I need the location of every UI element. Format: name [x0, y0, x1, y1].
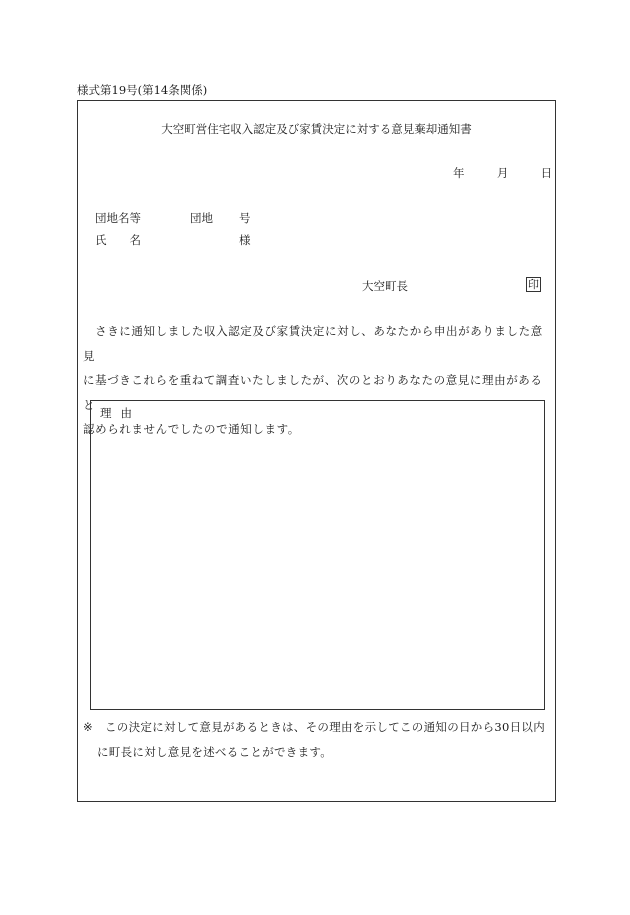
- body-line: に基づきこれらを重ねて調査いたしましたが、次のとおりあなたの意見に理由があると: [83, 373, 543, 412]
- body-line: さきに通知しました収入認定及び家賃決定に対し、あなたから申出がありました意見: [83, 324, 543, 363]
- honorific: 様: [239, 233, 251, 247]
- body-line: 認められませんでしたので通知します。: [83, 422, 300, 436]
- housing-label: 団地名等: [95, 211, 141, 225]
- seal-mark: [526, 277, 541, 292]
- date-day: 日: [540, 166, 553, 180]
- document-title: 大空町営住宅収入認定及び家賃決定に対する意見棄却通知書: [161, 122, 472, 136]
- number-label: 号: [239, 211, 251, 225]
- appeal-note: [83, 715, 553, 765]
- notice-frame: [77, 100, 556, 802]
- issue-date: [453, 165, 552, 181]
- note-mark: ※: [83, 720, 93, 734]
- reason-label: 理由: [100, 406, 141, 420]
- date-year: 年: [453, 166, 465, 180]
- sender-title: 大空町長: [362, 279, 408, 293]
- housing-unit: 団地: [190, 211, 213, 225]
- note-line: に町長に対し意見を述べることができます。: [97, 745, 333, 759]
- name-label: 氏 名: [95, 233, 141, 247]
- form-number: 様式第19号(第14条関係): [77, 83, 208, 97]
- reason-box: [90, 400, 545, 710]
- note-line: この決定に対して意見があるときは、その理由を示してこの通知の日から30日以内: [105, 720, 546, 734]
- seal-icon: 印: [528, 278, 539, 291]
- date-month: 月: [496, 166, 509, 180]
